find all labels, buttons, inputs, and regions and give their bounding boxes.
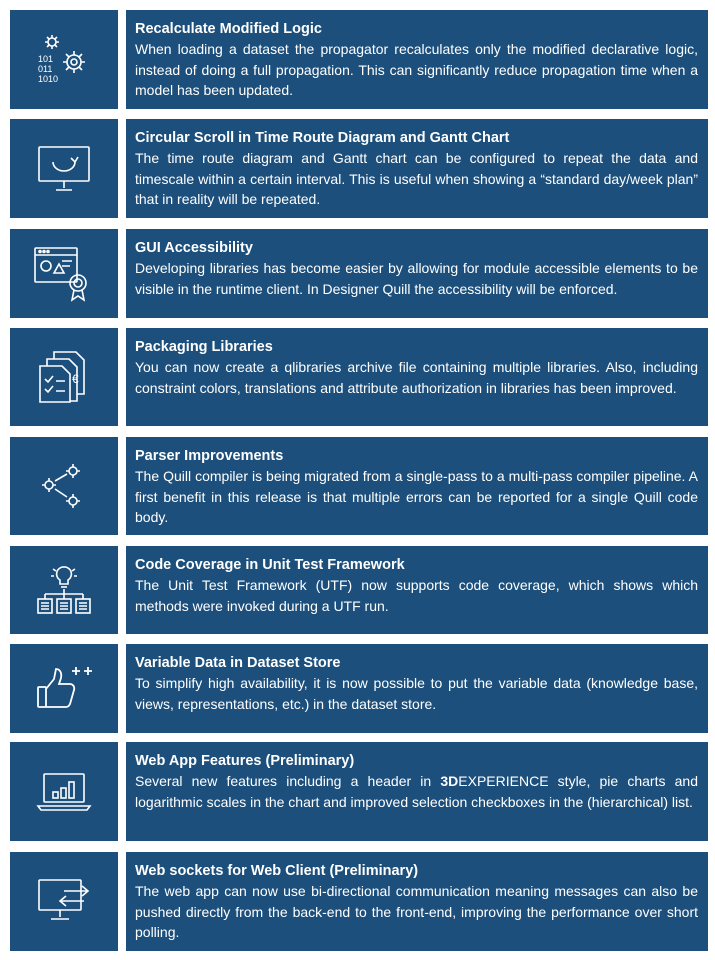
feature-description [135, 771, 698, 812]
feature-title: Packaging Libraries [135, 339, 273, 355]
feature-text-box [126, 119, 708, 218]
svg-text:101: 101 [38, 53, 54, 64]
feature-title: Recalculate Modified Logic [135, 21, 322, 37]
svg-text:€: € [72, 372, 79, 386]
monitor-refresh-icon [36, 144, 92, 194]
feature-description: The Unit Test Framework (UTF) now supports code coverage, which shows which methods were invoked during a UTF run. [135, 577, 698, 614]
feature-icon-box [10, 328, 118, 426]
feature-description: Developing libraries has become easier by allowing for module accessible elements to be visible in the runtime client. In Designer Quill the accessibility will be enforced. [135, 260, 698, 297]
feature-icon-box [10, 119, 118, 218]
feature-text-box [126, 229, 708, 318]
feature-icon-box [10, 742, 118, 841]
feature-description: The Quill compiler is being migrated from a single-pass to a multi-pass compiler pipeline. A first benefit in this release is that multiple errors can be reported for a single Quill code body. [135, 468, 698, 525]
feature-title: Variable Data in Dataset Store [135, 655, 341, 671]
feature-row-parser-improvements [10, 437, 708, 535]
feature-title: GUI Accessibility [135, 240, 253, 256]
feature-text-box [126, 644, 708, 733]
feature-text-box [126, 742, 708, 841]
svg-text:1010: 1010 [38, 73, 59, 84]
feature-row-gui-accessibility [10, 229, 708, 318]
feature-text-box [126, 546, 708, 634]
feature-row-variable-data [10, 644, 708, 733]
lightbulb-hierarchy-icon [35, 562, 93, 618]
feature-description: The time route diagram and Gantt chart can be configured to repeat the data and timescale within a certain interval. This is useful when showing a “standard day/week plan” that in reality will be repeated. [135, 150, 698, 207]
monitor-arrows-icon [36, 877, 92, 927]
feature-title: Parser Improvements [135, 448, 284, 464]
feature-icon-box [10, 546, 118, 634]
feature-title: Web App Features (Preliminary) [135, 753, 355, 769]
description-text: Several new features including a header in [135, 773, 441, 789]
feature-row-circular-scroll [10, 119, 708, 218]
gears-network-icon [39, 461, 89, 511]
feature-icon-box [10, 437, 118, 535]
accessibility-window-icon [32, 245, 96, 303]
thumbs-up-plus-icon [34, 665, 94, 713]
feature-title: Web sockets for Web Client (Preliminary) [135, 863, 419, 879]
laptop-chart-icon [36, 770, 92, 814]
feature-title: Code Coverage in Unit Test Framework [135, 557, 405, 573]
feature-row-recalculate [10, 10, 708, 109]
feature-description: When loading a dataset the propagator recalculates only the modified declarative logic, instead of doing a full propagation. This can significantly reduce propagation time when a model has been updated. [135, 41, 698, 98]
feature-icon-box [10, 644, 118, 733]
feature-row-packaging-libraries [10, 328, 708, 426]
feature-title: Circular Scroll in Time Route Diagram and Gantt Chart [135, 130, 510, 146]
gears-binary-icon [34, 32, 94, 88]
feature-text-box [126, 437, 708, 535]
svg-text:011: 011 [38, 63, 53, 74]
document-stack-icon [36, 349, 92, 405]
feature-description: You can now create a qlibraries archive file containing multiple libraries. Also, including constraint colors, translations and attribute authorization in libraries has been improved. [135, 359, 698, 396]
feature-text-box [126, 852, 708, 951]
feature-text-box [126, 328, 708, 426]
feature-icon-box [10, 229, 118, 318]
feature-row-code-coverage [10, 546, 708, 634]
feature-description: To simplify high availability, it is now possible to put the variable data (knowledge base, views, representations, etc.) in the dataset store. [135, 675, 698, 712]
feature-icon-box [10, 852, 118, 951]
feature-row-web-sockets [10, 852, 708, 951]
description-text: EXPERIENCE style, pie charts and logarithmic scales in the chart and improved selection checkboxes in the (hierarchical) list. [135, 773, 698, 810]
feature-text-box [126, 10, 708, 109]
feature-description: The web app can now use bi-directional communication meaning messages can also be pushed directly from the back-end to the front-end, improving the performance over short polling. [135, 883, 698, 940]
description-bold-text: 3D [440, 773, 459, 789]
feature-icon-box [10, 10, 118, 109]
feature-row-web-app [10, 742, 708, 841]
